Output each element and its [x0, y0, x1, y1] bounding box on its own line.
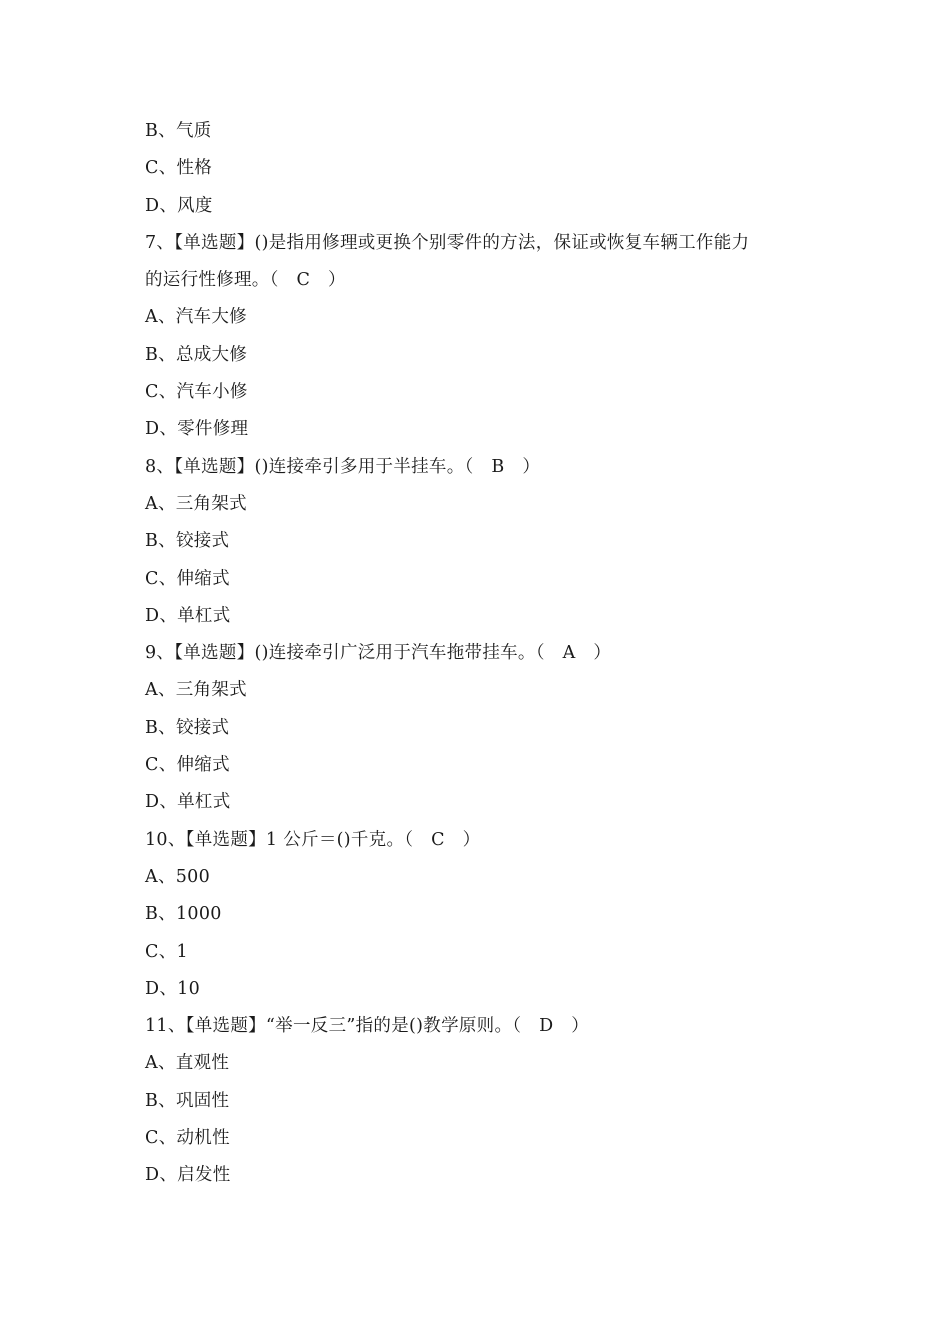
option-d-q8: D、单杠式 — [145, 605, 231, 626]
question-8-text: 8、【单选题】()连接牵引多用于半挂车。（ B ） — [145, 456, 541, 477]
option-b-q7: B、总成大修 — [145, 344, 248, 365]
option-d-q7: D、零件修理 — [145, 419, 249, 440]
question-10-text: 10、【单选题】1 公斤＝()千克。（ C ） — [145, 829, 481, 850]
option-d-q11: D、启发性 — [145, 1165, 231, 1186]
option-c-q6: C、性格 — [145, 158, 213, 179]
option-c-q11: C、动机性 — [145, 1128, 230, 1149]
option-a-q7: A、汽车大修 — [145, 307, 247, 328]
document-body — [145, 113, 825, 1195]
option-d-q9: D、单杠式 — [145, 792, 231, 813]
option-a-q8: A、三角架式 — [145, 493, 247, 514]
option-c-q9: C、伸缩式 — [145, 755, 230, 776]
option-b-q11: B、巩固性 — [145, 1090, 230, 1111]
question-11-text: 11、【单选题】“举一反三”指的是()教学原则。（ D ） — [145, 1016, 590, 1037]
option-b-q10: B、1000 — [145, 904, 222, 925]
question-7-text: 7、【单选题】()是指用修理或更换个别零件的方法，保证或恢复车辆工作能力 — [145, 232, 750, 253]
option-d-q6: D、风度 — [145, 195, 213, 216]
option-c-q8: C、伸缩式 — [145, 568, 230, 589]
option-b-q8: B、铰接式 — [145, 531, 230, 552]
option-a-q9: A、三角架式 — [145, 680, 247, 701]
option-d-q10: D、10 — [145, 978, 200, 999]
option-b-q6: B、气质 — [145, 121, 212, 141]
question-9-text: 9、【单选题】()连接牵引广泛用于汽车拖带挂车。（ A ） — [145, 643, 612, 664]
option-a-q10: A、500 — [145, 866, 211, 887]
question-7-text-cont: 的运行性修理。（ C ） — [145, 270, 346, 291]
option-a-q11: A、直观性 — [145, 1053, 230, 1074]
option-b-q9: B、铰接式 — [145, 717, 230, 738]
option-c-q10: C、1 — [145, 941, 188, 962]
option-c-q7: C、汽车小修 — [145, 382, 248, 403]
